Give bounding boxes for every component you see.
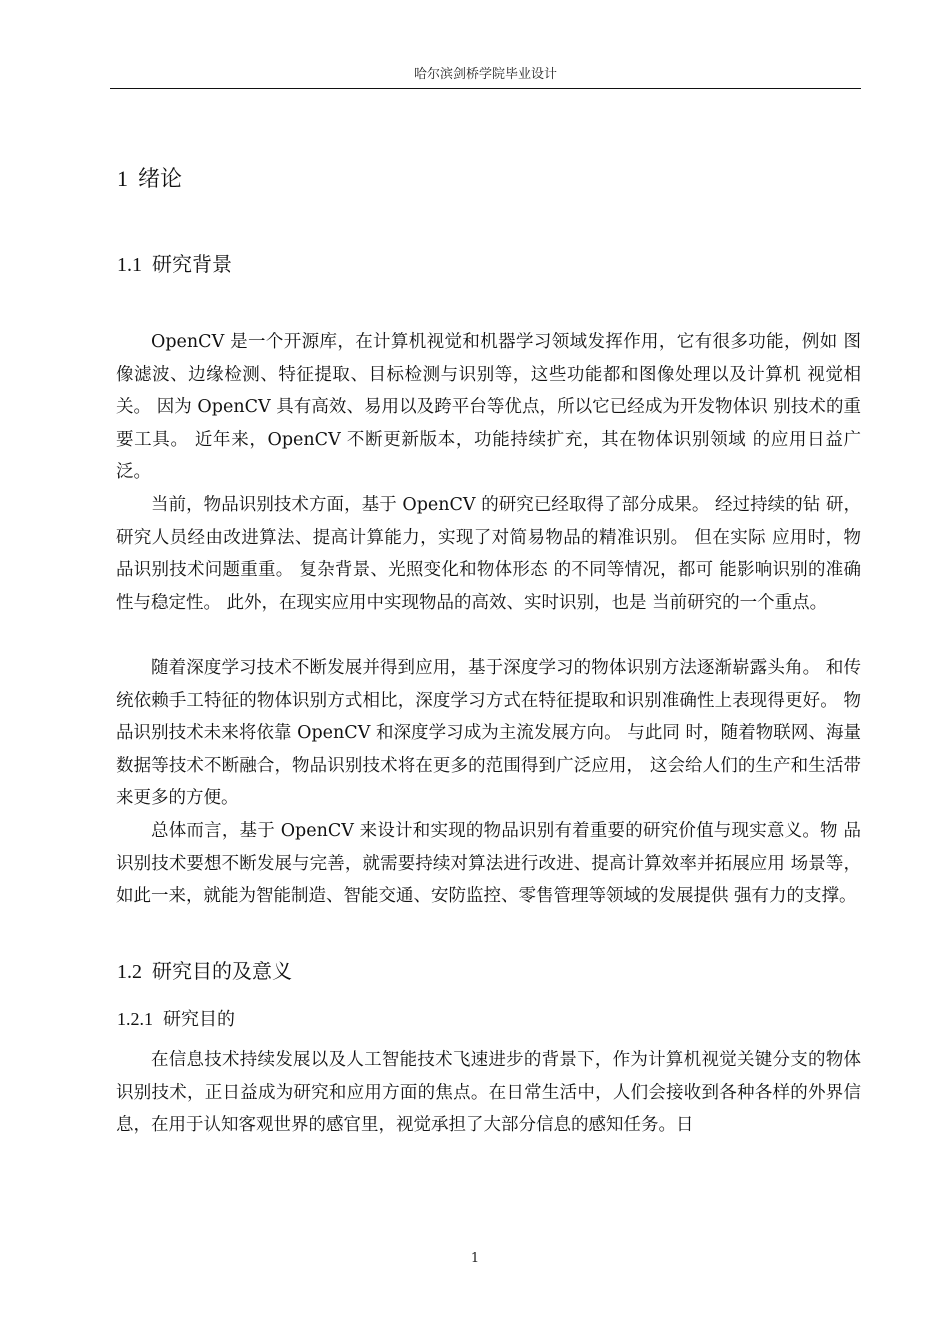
subsection-title: 研究目的 (163, 1009, 235, 1030)
header-divider (110, 88, 861, 89)
paragraph-background-2: 当前，物品识别技术方面，基于 OpenCV 的研究已经取得了部分成果。 经过持续的钻 研，研究人员经由改进算法、提高计算能力，实现了对简易物品的精准识别。 但在实际 应用时，物品识别技术问题重重。 复杂背景、光照变化和物体形态 的不同等情况，都可 能影响识别的准确性与稳定性。 此外，在现实应用中实现物品的高效、实时识别，也是 当前研究的一个重点。 (116, 495, 861, 613)
chapter-title: 绪论 (138, 167, 183, 192)
paragraph-background-3: 随着深度学习技术不断发展并得到应用，基于深度学习的物体识别方法逐渐崭露头角。 和传统依赖手工特征的物体识别方式相比，深度学习方式在特征提取和识别准确性上表现得更好。 物品识别技术未来将依靠 OpenCV 和深度学习成为主流发展方向。 与此同 时，随着物联网、海量数据等技术不断融合，物品识别技术将在更多的范围得到广泛应用， 这会给人们的生产和生活带来更多的方便。 (116, 658, 861, 809)
paragraph-background-1: OpenCV 是一个开源库，在计算机视觉和机器学习领域发挥作用，它有很多功能，例如 图像滤波、边缘检测、特征提取、目标检测与识别等，这些功能都和图像处理以及计算机 视觉相关。 因为 OpenCV 具有高效、易用以及跨平台等优点，所以它已经成为开发物体识 别技术的重要工具。 近年来，OpenCV 不断更新版本，功能持续扩充，其在物体识别领域 的应用日益广泛。 (116, 332, 861, 483)
section-heading-1-1 (117, 250, 232, 279)
page-number: 1 (470, 1251, 480, 1266)
chapter-heading (117, 164, 182, 195)
section-title: 研究背景 (152, 252, 232, 276)
section-heading-1-2 (117, 957, 292, 986)
section-number: 1.1 (117, 254, 142, 276)
paragraph-background-4: 总体而言，基于 OpenCV 来设计和实现的物品识别有着重要的研究价值与现实意义。物 品识别技术要想不断发展与完善，就需要持续对算法进行改进、提高计算效率并拓展应用 场景等，如此一来，就能为智能制造、智能交通、安防监控、零售管理等领域的发展提供 强有力的支撑。 (116, 821, 861, 907)
section-title: 研究目的及意义 (152, 959, 292, 983)
paragraph-purpose-1: 在信息技术持续发展以及人工智能技术飞速进步的背景下，作为计算机视觉关键分支的物体识别技术，正日益成为研究和应用方面的焦点。在日常生活中，人们会接收到各种各样的外界信息，在用于认知客观世界的感官里，视觉承担了大部分信息的感知任务。日 (116, 1050, 861, 1136)
running-header: 哈尔滨剑桥学院毕业设计 (413, 67, 557, 82)
chapter-number: 1 (117, 166, 128, 191)
subsection-heading-1-2-1 (117, 1006, 235, 1033)
subsection-number: 1.2.1 (117, 1009, 153, 1029)
section-number: 1.2 (117, 961, 142, 983)
